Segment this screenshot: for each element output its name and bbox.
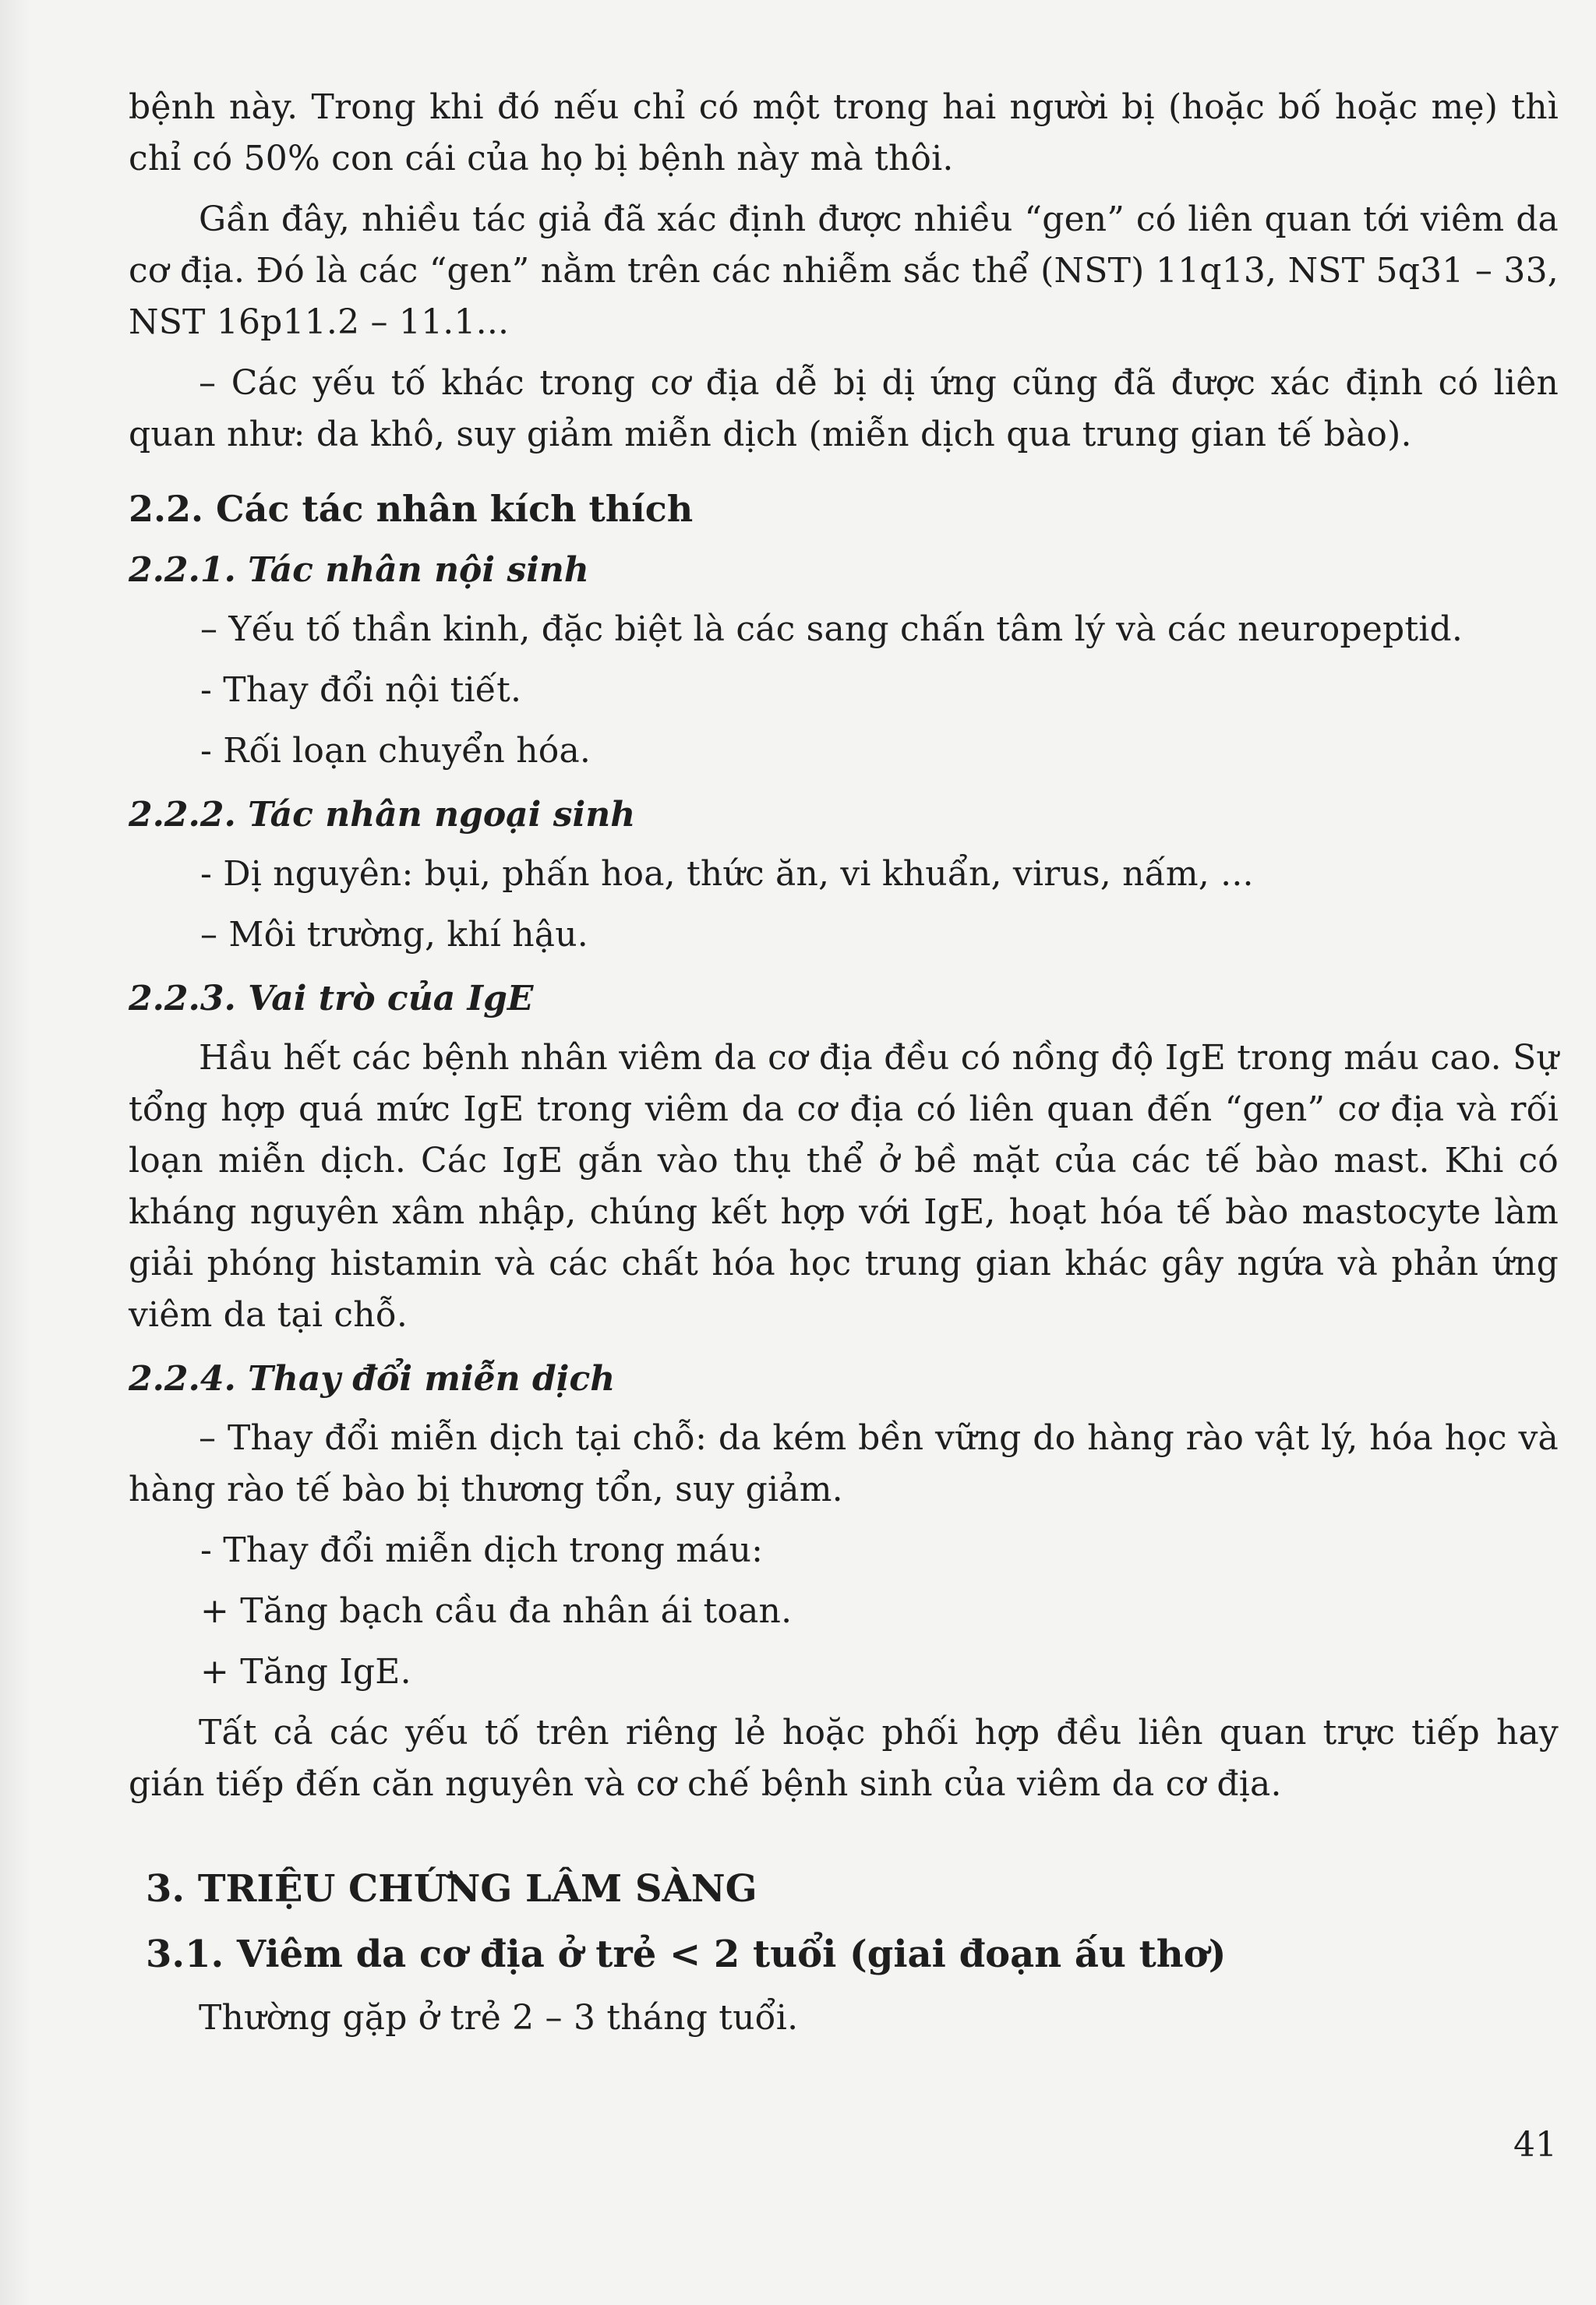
list-item-ige-increase: + Tăng IgE. bbox=[200, 1652, 411, 1692]
page-edge-shadow bbox=[0, 0, 31, 2305]
paragraph-summary: Tất cả các yếu tố trên riêng lẻ hoặc phối hợp đều liên quan trực tiếp hay gián tiếp đến căn nguyên và cơ chế bệnh sinh của viêm da cơ địa. bbox=[129, 1713, 1559, 1804]
paragraph-heredity: bệnh này. Trong khi đó nếu chỉ có một trong hai người bị (hoặc bố hoặc mẹ) thì chỉ có 50% con cái của họ bị bệnh này mà thôi. bbox=[129, 87, 1559, 178]
page-number: 41 bbox=[1513, 2125, 1557, 2165]
paragraph-ige: Hầu hết các bệnh nhân viêm da cơ địa đều có nồng độ IgE trong máu cao. Sự tổng hợp quá mức IgE trong viêm da cơ địa có liên quan đến “gen” cơ địa và rối loạn miễn dịch. Các IgE gắn vào thụ thể ở bề mặt của các tế bào mast. Khi có kháng nguyên xâm nhập, chúng kết hợp với IgE, hoạt hóa tế bào mastocyte làm giải phóng histamin và các chất hóa học trung gian khác gây ngứa và phản ứng viêm da tại chỗ. bbox=[129, 1038, 1559, 1335]
list-item-neuro: – Yếu tố thần kinh, đặc biệt là các sang chấn tâm lý và các neuropeptid. bbox=[200, 609, 1464, 649]
list-item-blood-immunity: - Thay đổi miễn dịch trong máu: bbox=[200, 1530, 764, 1570]
list-item-allergens: - Dị nguyên: bụi, phấn hoa, thức ăn, vi khuẩn, virus, nấm, ... bbox=[200, 854, 1254, 894]
heading-2-2: 2.2. Các tác nhân kích thích bbox=[129, 488, 694, 530]
heading-3-1: 3.1. Viêm da cơ địa ở trẻ < 2 tuổi (giai đoạn ấu thơ) bbox=[146, 1933, 1227, 1976]
paragraph-local-immunity: – Thay đổi miễn dịch tại chỗ: da kém bền vững do hàng rào vật lý, hóa học và hàng rào tế bào bị thương tổn, suy giảm. bbox=[129, 1418, 1559, 1509]
paragraph-other-factors: – Các yếu tố khác trong cơ địa dễ bị dị ứng cũng đã được xác định có liên quan như: da khô, suy giảm miễn dịch (miễn dịch qua trung gian tế bào). bbox=[129, 363, 1559, 454]
paragraph-age: Thường gặp ở trẻ 2 – 3 tháng tuổi. bbox=[199, 1998, 799, 2038]
list-item-eosinophil: + Tăng bạch cầu đa nhân ái toan. bbox=[200, 1591, 793, 1631]
page-content bbox=[129, 82, 1559, 2044]
heading-2-2-1: 2.2.1. Tác nhân nội sinh bbox=[129, 550, 589, 590]
heading-2-2-3: 2.2.3. Vai trò của IgE bbox=[129, 979, 534, 1018]
heading-2-2-2: 2.2.2. Tác nhân ngoại sinh bbox=[129, 795, 636, 835]
list-item-endocrine: - Thay đổi nội tiết. bbox=[200, 670, 522, 710]
list-item-environment: – Môi trường, khí hậu. bbox=[200, 915, 588, 955]
heading-2-2-4: 2.2.4. Thay đổi miễn dịch bbox=[129, 1359, 616, 1399]
list-item-metabolic: - Rối loạn chuyển hóa. bbox=[200, 731, 591, 771]
heading-3: 3. TRIỆU CHỨNG LÂM SÀNG bbox=[146, 1867, 757, 1911]
paragraph-genes: Gần đây, nhiều tác giả đã xác định được nhiều “gen” có liên quan tới viêm da cơ địa. Đó là các “gen” nằm trên các nhiễm sắc thể (NST) 11q13, NST 5q31 – 33, NST 16p11.2 – 11.1... bbox=[129, 199, 1559, 342]
